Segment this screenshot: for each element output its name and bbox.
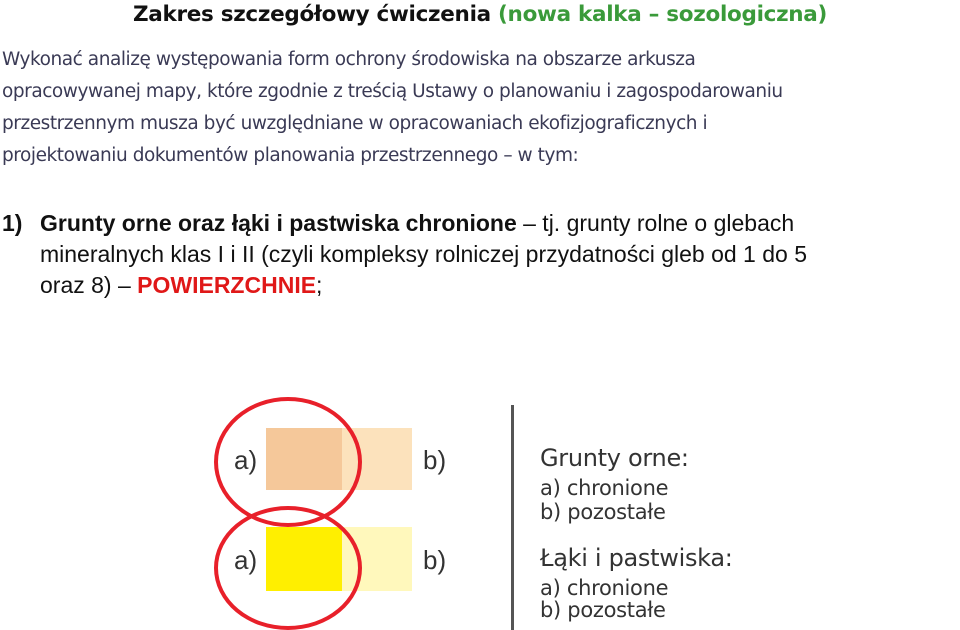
title-accent: (nowa kalka – sozologiczna)	[498, 2, 828, 27]
legend-laki-a: a) chronione	[540, 576, 669, 600]
legend-grunty-heading: Grunty orne:	[540, 444, 689, 472]
item-highlight: POWIERZCHNIE	[137, 272, 317, 298]
intro-line: przestrzennym musza być uwzględniane w opracowaniach ekofizjograficznych i	[2, 113, 708, 134]
label-a-top: a)	[234, 445, 258, 475]
legend-grunty-a: a) chronione	[540, 476, 669, 500]
intro-line: opracowywanej mapy, które zgodnie z treścią Ustawy o planowaniu i zagospodarowaniu	[2, 81, 783, 102]
intro-line: Wykonać analizę występowania form ochrony środowiska na obszarze arkusza	[2, 49, 696, 70]
item-line-3-end: ;	[316, 272, 323, 298]
item-text: – tj. grunty rolne o glebach	[516, 210, 795, 236]
item-bold-text: Grunty orne oraz łąki i pastwiska chronione	[40, 210, 517, 236]
label-b-top: b)	[423, 445, 447, 475]
item-line-2: mineralnych klas I i II (czyli kompleksy rolniczej przydatności gleb od 1 do 5	[40, 241, 807, 267]
legend-laki-heading: Łąki i pastwiska:	[540, 544, 733, 572]
legend-grunty-b: b) pozostałe	[540, 500, 666, 524]
legend-laki-b: b) pozostałe	[540, 598, 666, 622]
legend-divider	[511, 405, 514, 630]
label-b-bottom: b)	[423, 545, 447, 575]
item-number: 1)	[2, 210, 23, 236]
intro-line: projektowaniu dokumentów planowania przestrzennego – w tym:	[2, 145, 579, 166]
item-line-3-start: oraz 8) –	[40, 272, 138, 298]
label-a-bottom: a)	[234, 545, 258, 575]
title-main: Zakres szczegółowy ćwiczenia	[132, 2, 491, 27]
